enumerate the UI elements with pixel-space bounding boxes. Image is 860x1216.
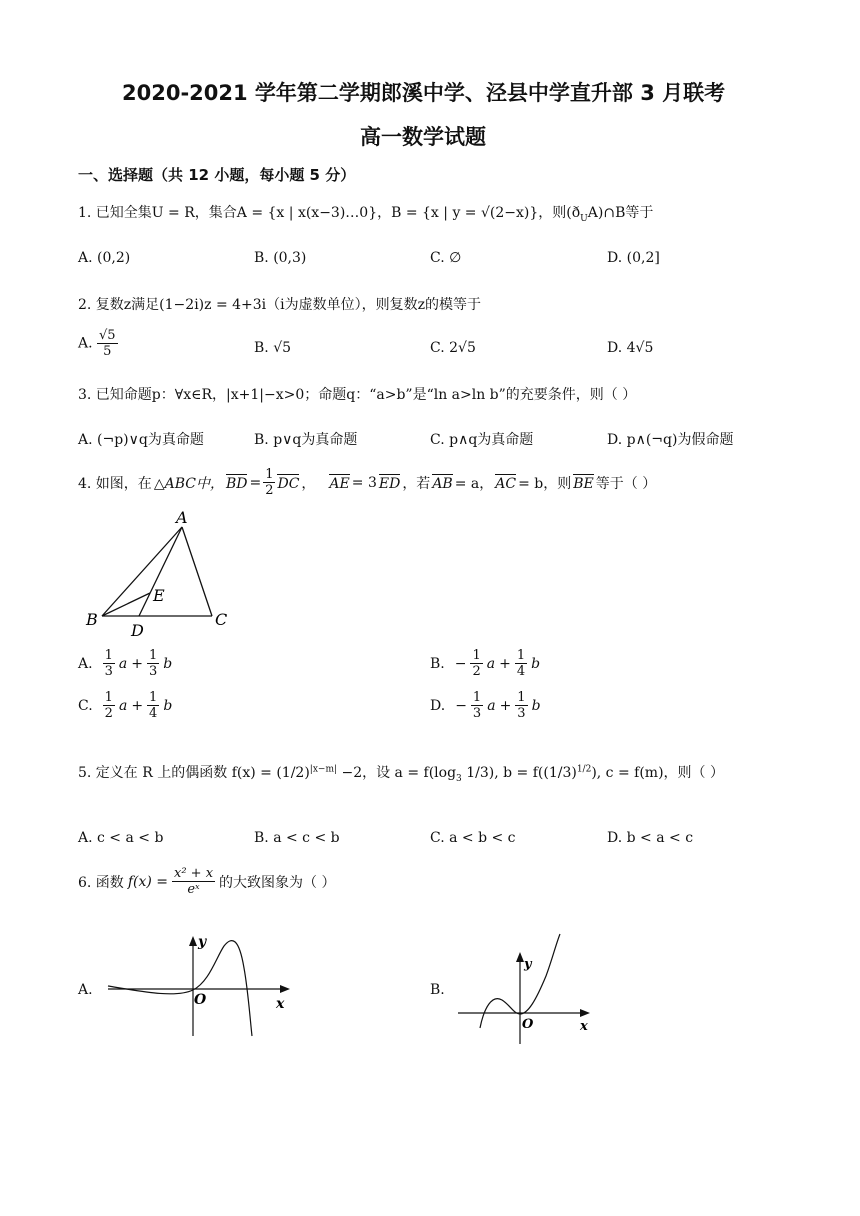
vector-ae: AE <box>329 475 350 492</box>
q6-fraction <box>172 866 215 897</box>
q4-eq-1: = <box>249 474 262 491</box>
label-b: B <box>86 610 98 629</box>
q6-numerator: x² + x <box>174 866 214 881</box>
q2-option-a-fraction <box>97 328 118 359</box>
q4-a-v1: a <box>118 655 128 672</box>
q3-option-c[interactable]: C. p∧q为真命题 <box>430 432 534 448</box>
graph-b-y-arrow <box>516 952 524 962</box>
q4-d-d2: 3 <box>517 706 526 721</box>
q6-fx: f(x) = <box>127 873 168 890</box>
q4-option-a[interactable] <box>78 648 172 679</box>
q4-tail: 等于（ ） <box>595 475 657 492</box>
q4-d-sign: − <box>455 697 467 714</box>
q4-c-n1: 1 <box>104 690 113 705</box>
vector-dc: DC <box>277 475 300 492</box>
graph-a-origin: O <box>194 992 207 1008</box>
q4-b-d1: 2 <box>472 664 481 679</box>
q4-half-den: 2 <box>265 483 274 498</box>
q4-a-n2: 1 <box>148 648 158 663</box>
q4-d-n1: 1 <box>472 690 482 705</box>
q4-d-d1: 3 <box>472 706 482 721</box>
q4-half-num: 1 <box>265 467 274 482</box>
q4-b-n2: 1 <box>516 648 526 663</box>
q6-text-2: 的大致图象为（ ） <box>219 874 336 891</box>
graph-a-y-label: y <box>198 934 207 950</box>
graph-b-x-label: x <box>580 1019 588 1034</box>
graph-b-y-label: y <box>524 957 532 972</box>
vector-ac: AC <box>495 475 517 492</box>
q4-option-c[interactable] <box>78 690 172 721</box>
label-a: A <box>176 508 188 527</box>
label-d: D <box>131 621 144 640</box>
q2-a-numerator: √5 <box>99 328 116 343</box>
q4-b-n1: 1 <box>472 648 481 663</box>
q1-option-b[interactable]: B. (0,3) <box>254 250 307 266</box>
q1-option-c[interactable]: C. ∅ <box>430 250 462 266</box>
q4-comma: ， <box>301 475 316 492</box>
q4-a-v2: b <box>163 655 173 672</box>
q3-option-a[interactable]: A. (¬p)∨q为真命题 <box>78 432 204 448</box>
q4-d-n2: 1 <box>517 690 526 705</box>
vector-ab: AB <box>432 475 453 492</box>
q4-c-op: + <box>131 697 144 714</box>
q4-d-op: + <box>499 697 512 714</box>
q4-b-frac2 <box>515 648 527 679</box>
q4-b-v1: a <box>486 655 496 672</box>
q5-text-a: 5. 定义在 R 上的偶函数 f(x) = (1/2) <box>78 765 310 781</box>
exam-subtitle: 高一数学试题 <box>360 125 486 149</box>
graph-b-origin: O <box>522 1017 534 1032</box>
q1-stem-text: 1. 已知全集U = R，集合A = {x | x(x−3)…0}，B = {x | y = √(2−x)}，则(ð <box>78 205 581 221</box>
q4-eq-b: = b，则 <box>518 475 572 492</box>
q6-option-a-label[interactable]: A. <box>78 982 93 998</box>
side-ac <box>182 527 212 616</box>
q4-c-frac2 <box>147 690 159 721</box>
q4-c-label: C. <box>78 697 93 714</box>
q4-d-frac2 <box>515 690 527 721</box>
q2-option-c[interactable]: C. 2√5 <box>430 340 476 356</box>
question-3-stem: 3. 已知命题p：∀x∈R，|x+1|−x>0；命题q：“a>b”是“ln a>ln b”的充要条件，则（ ） <box>78 387 637 403</box>
q4-text-3: ，若 <box>402 475 431 492</box>
exam-title: 2020-2021 学年第二学期郎溪中学、泾县中学直升部 3 月联考 <box>122 81 726 105</box>
q5-log-base: 3 <box>456 773 462 784</box>
triangle-figure <box>78 505 238 640</box>
question-1-stem <box>78 202 653 224</box>
q4-eq-a: = a， <box>454 475 494 492</box>
q1-option-d[interactable]: D. (0,2] <box>607 250 660 266</box>
q2-a-denominator: 5 <box>103 344 112 359</box>
q4-a-d1: 3 <box>104 664 113 679</box>
q5-option-a[interactable]: A. c < a < b <box>78 830 164 846</box>
q3-option-b[interactable]: B. p∨q为真命题 <box>254 432 358 448</box>
q4-text-2: △ABC中， <box>153 475 224 492</box>
q2-option-b[interactable]: B. √5 <box>254 340 292 356</box>
vector-be: BE <box>573 475 594 492</box>
q6-text-1: 6. 函数 <box>78 874 124 891</box>
q4-a-label: A. <box>78 655 93 672</box>
section-heading: 一、选择题（共 12 小题，每小题 5 分） <box>78 166 356 184</box>
q4-c-v1: a <box>118 697 128 714</box>
q4-c-frac1 <box>103 690 115 721</box>
q4-b-sign: − <box>454 655 467 672</box>
q6-option-b-label[interactable]: B. <box>430 982 445 998</box>
q4-a-d2: 3 <box>148 664 158 679</box>
q5-option-b[interactable]: B. a < c < b <box>254 830 340 846</box>
q4-a-op: + <box>131 655 143 672</box>
graph-b-x-arrow <box>580 1009 590 1017</box>
vector-ed: ED <box>378 475 401 492</box>
label-c: C <box>215 610 228 629</box>
graph-a-y-arrow <box>189 936 197 946</box>
q6-graph-a[interactable] <box>104 928 304 1040</box>
side-ab <box>102 527 182 616</box>
q6-denominator: eˣ <box>187 882 200 897</box>
graph-a-x-label: x <box>276 996 285 1012</box>
q4-d-v1: a <box>487 697 496 714</box>
q4-text-1: 4. 如图，在 <box>78 475 152 492</box>
q4-c-v2: b <box>163 697 173 714</box>
q4-b-op: + <box>499 655 511 672</box>
q5-text-c: 1/3), b = f((1/3) <box>461 765 577 781</box>
q2-option-d[interactable]: D. 4√5 <box>607 340 654 356</box>
q4-b-d2: 4 <box>516 664 526 679</box>
segment-be <box>102 593 150 616</box>
q4-c-d2: 4 <box>149 706 158 721</box>
q4-option-d[interactable] <box>430 690 541 721</box>
q4-eq-2: = 3 <box>351 474 377 491</box>
q4-d-v2: b <box>531 697 541 714</box>
q5-option-c[interactable]: C. a < b < c <box>430 830 516 846</box>
q5-text-d: ), c = f(m)，则（ ） <box>591 765 724 781</box>
q1-subscript: U <box>580 213 588 224</box>
q4-b-label: B. <box>430 655 445 672</box>
q4-d-frac1 <box>471 690 483 721</box>
question-4-stem <box>78 467 656 498</box>
q5-exponent: |x−m| <box>309 764 338 775</box>
q4-half-fraction <box>263 467 275 498</box>
q4-a-n1: 1 <box>104 648 113 663</box>
q5-exponent-2: 1/2 <box>576 764 592 775</box>
q4-b-frac1 <box>470 648 482 679</box>
q4-d-label: D. <box>430 697 446 714</box>
q6-graph-b[interactable] <box>456 930 606 1048</box>
graph-a-curve <box>108 941 252 1036</box>
label-e: E <box>153 586 165 605</box>
q4-c-d1: 2 <box>104 706 113 721</box>
q4-b-v2: b <box>531 655 541 672</box>
question-5-stem <box>78 762 724 784</box>
q1-stem-tail: A)∩B等于 <box>587 205 654 221</box>
q5-text-b: −2，设 a = f(log <box>337 765 457 781</box>
q3-option-d[interactable]: D. p∧(¬q)为假命题 <box>607 432 734 448</box>
q5-option-d[interactable]: D. b < a < c <box>607 830 694 846</box>
graph-a-x-arrow <box>280 985 290 993</box>
question-2-stem: 2. 复数z满足(1−2i)z = 4+3i（i为虚数单位），则复数z的模等于 <box>78 297 482 313</box>
q4-a-frac2 <box>147 648 159 679</box>
q4-option-b[interactable] <box>430 648 540 679</box>
q4-a-frac1 <box>103 648 115 679</box>
question-6-stem <box>78 866 336 897</box>
q2-option-a[interactable] <box>78 328 118 359</box>
vector-bd: BD <box>225 475 248 492</box>
q2-option-a-label: A. <box>78 335 93 352</box>
q4-c-n2: 1 <box>149 690 158 705</box>
q1-option-a[interactable]: A. (0,2) <box>78 250 131 266</box>
